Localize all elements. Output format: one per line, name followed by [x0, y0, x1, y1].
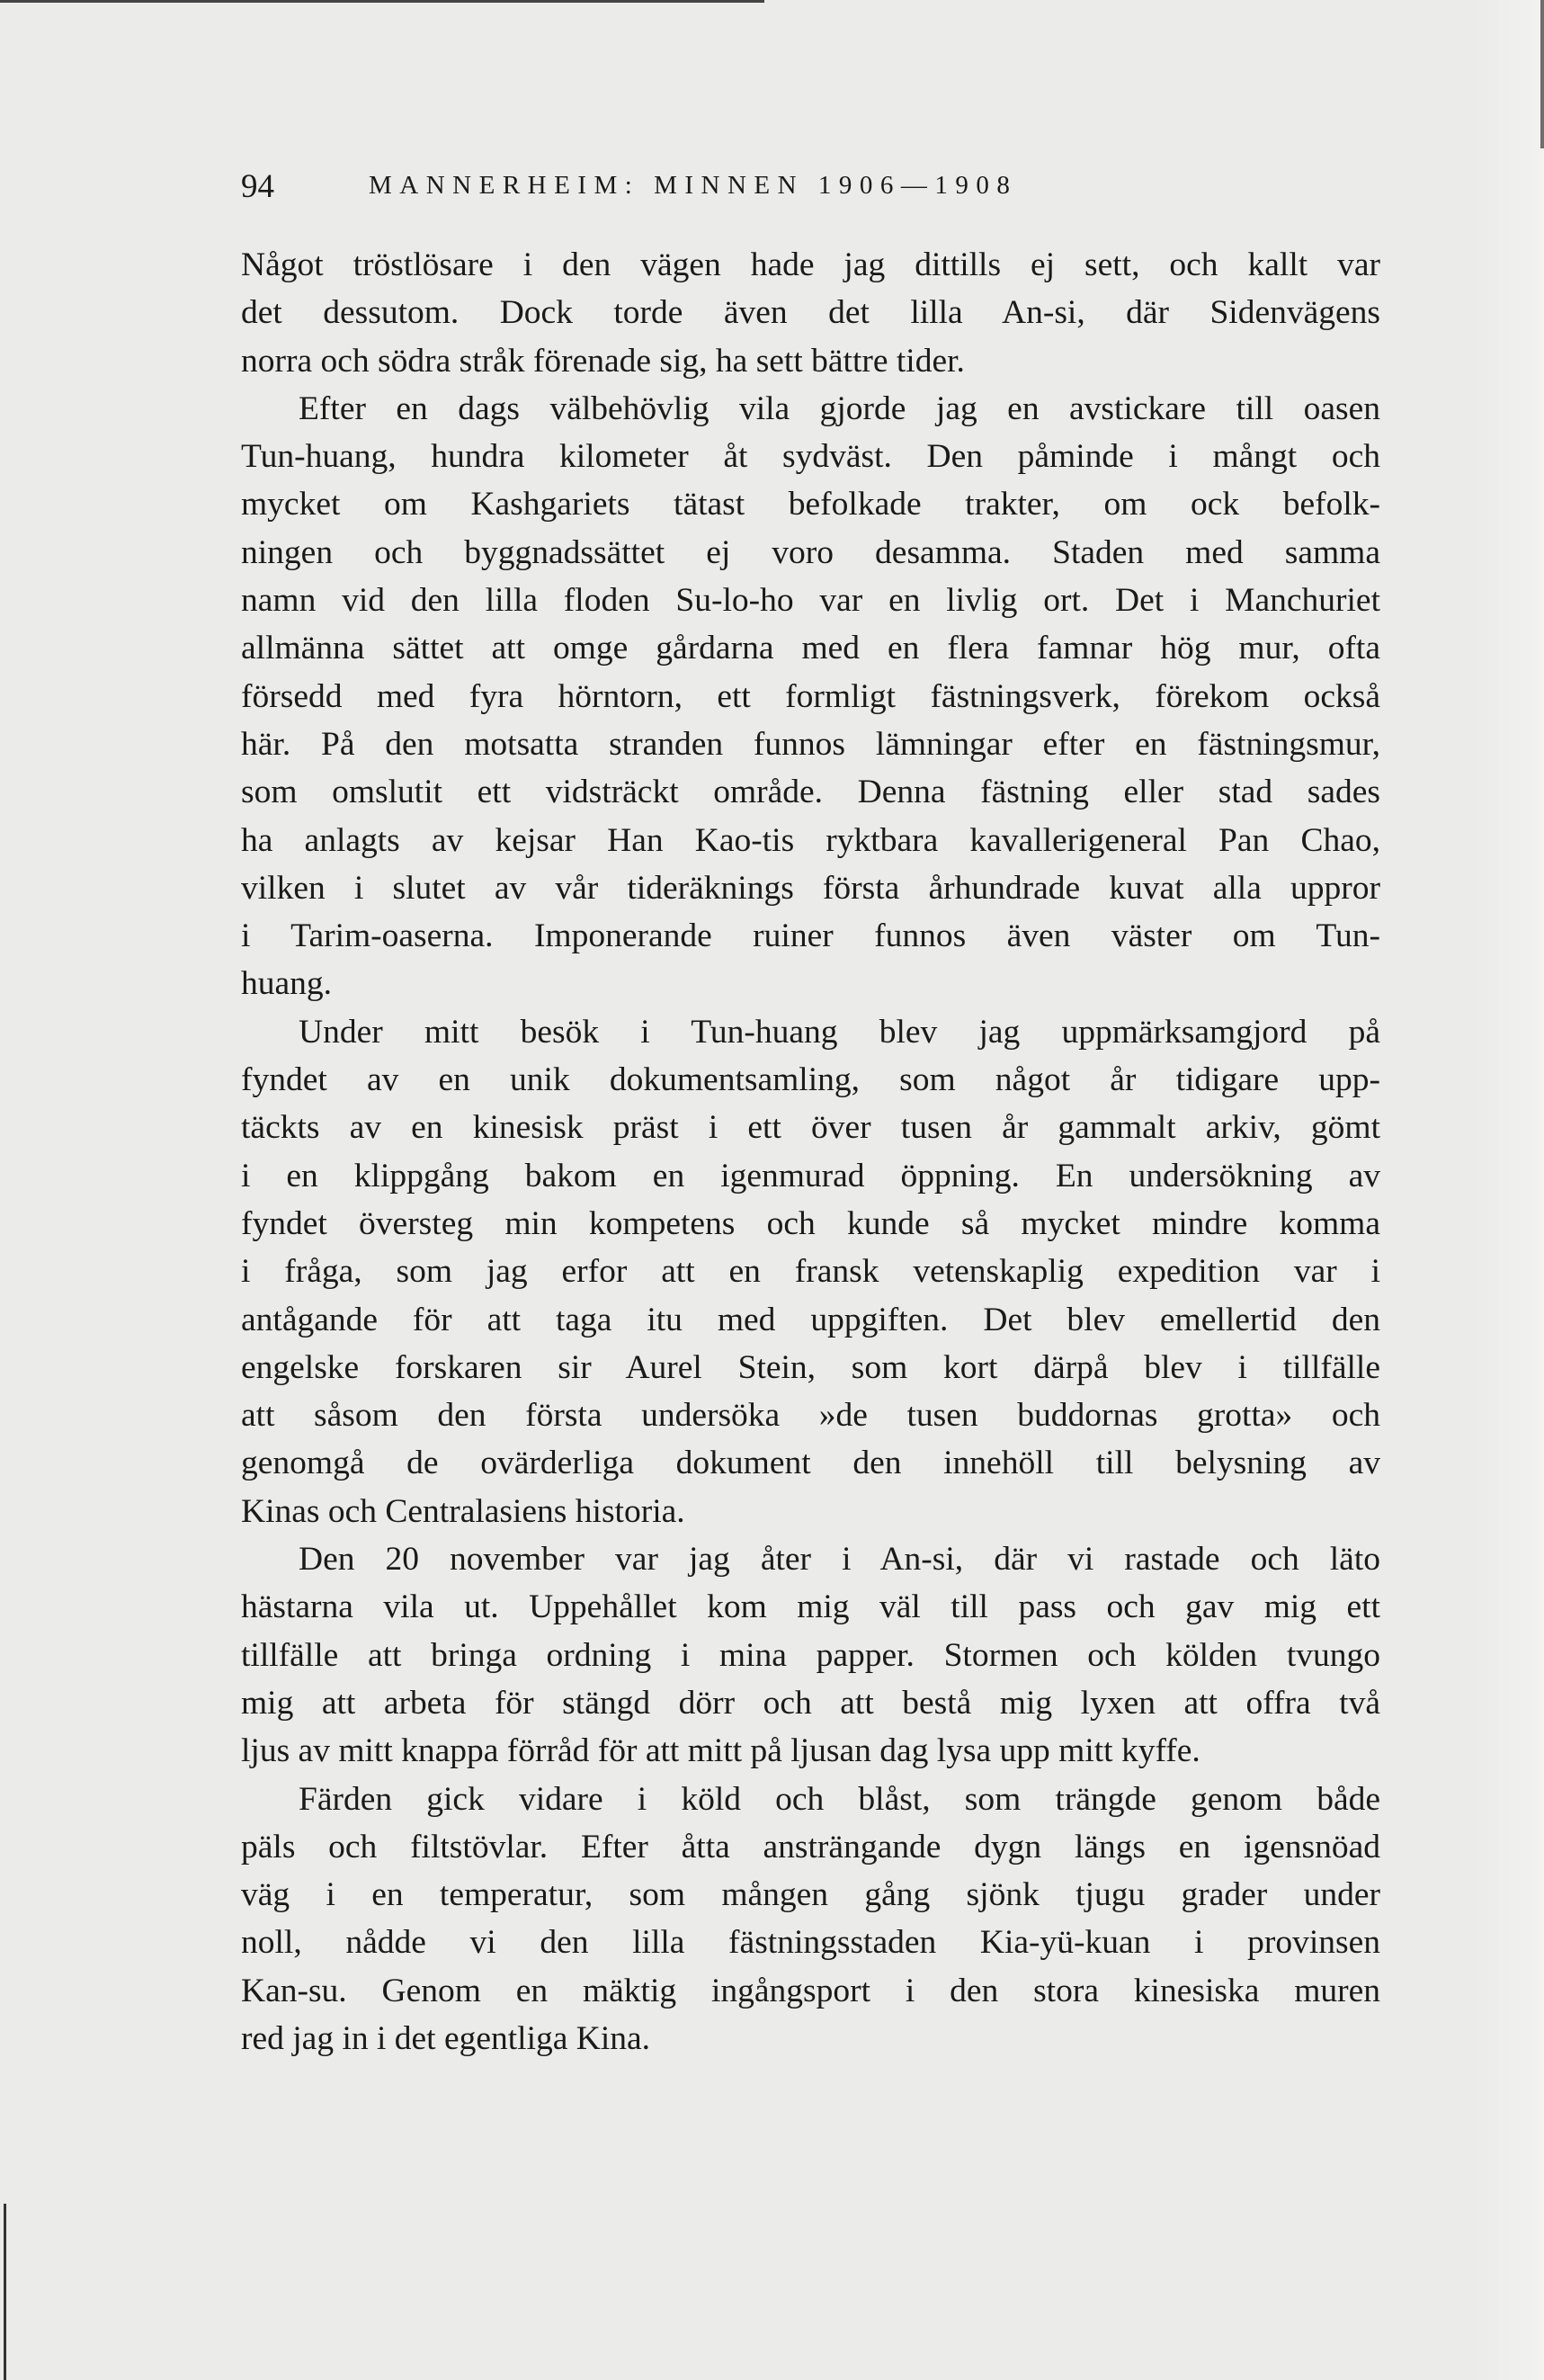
- text-line: i Tarim-oaserna. Imponerande ruiner funnos även väster om Tun-: [241, 917, 1380, 955]
- page-gutter-shade: [1472, 0, 1544, 2380]
- text-line: Kan-su. Genom en mäktig ingångsport i den stora kinesiska muren: [241, 1972, 1380, 2009]
- paragraph: [241, 1776, 1380, 2063]
- text-line: Något tröstlösare i den vägen hade jag dittills ej sett, och kallt var: [241, 246, 1380, 283]
- text-line: mig att arbeta för stängd dörr och att bestå mig lyxen att offra två: [241, 1684, 1380, 1722]
- text-line: päls och filtstövlar. Efter åtta ansträngande dygn längs en igensnöad: [241, 1828, 1380, 1866]
- text-line: namn vid den lilla floden Su-lo-ho var en livlig ort. Det i Manchuriet: [241, 582, 1380, 620]
- text-line: Den 20 november var jag åter i An-si, där vi rastade och läto: [299, 1541, 1380, 1579]
- text-line: genomgå de ovärderliga dokument den innehöll till belysning av: [241, 1445, 1380, 1482]
- text-line: Kinas och Centralasiens historia.: [241, 1492, 685, 1530]
- text-line: ljus av mitt knappa förråd för att mitt på ljusan dag lysa upp mitt kyffe.: [241, 1732, 1200, 1770]
- text-line: i fråga, som jag erfor att en fransk vetenskaplig expedition var i: [241, 1253, 1380, 1291]
- page-header: [241, 167, 1380, 212]
- text-line: Efter en dags välbehövlig vila gjorde jag en avstickare till oasen: [299, 389, 1380, 427]
- text-line: engelske forskaren sir Aurel Stein, som kort därpå blev i tillfälle: [241, 1348, 1380, 1386]
- text-line: red jag in i det egentliga Kina.: [241, 2019, 651, 2057]
- text-line: mycket om Kashgariets tätast befolkade trakter, om ock befolk-: [241, 486, 1380, 523]
- text-line: allmänna sättet att omge gårdarna med en flera famnar hög mur, ofta: [241, 630, 1380, 667]
- text-line: Färden gick vidare i köld och blåst, som trängde genom både: [299, 1780, 1380, 1818]
- text-line: vilken i slutet av vår tideräknings första århundrade kuvat alla uppror: [241, 869, 1380, 907]
- text-line: ha anlagts av kejsar Han Kao-tis ryktbara kavallerigeneral Pan Chao,: [241, 821, 1380, 859]
- scan-edge-left: [4, 2204, 6, 2380]
- text-line: antågande för att taga itu med uppgiften. Det blev emellertid den: [241, 1301, 1380, 1338]
- paragraph: [241, 241, 1380, 385]
- text-line: det dessutom. Dock torde även det lilla An-si, där Sidenvägens: [241, 294, 1380, 332]
- text-line: fyndet översteg min kompetens och kunde så mycket mindre komma: [241, 1204, 1380, 1242]
- text-line: noll, nådde vi den lilla fästningsstaden Kia-yü-kuan i provinsen: [241, 1924, 1380, 1962]
- body-text: [241, 241, 1380, 2062]
- scan-edge-top: [0, 0, 764, 3]
- text-line: försedd med fyra hörntorn, ett formligt fästningsverk, förekom också: [241, 677, 1380, 715]
- text-line: att såsom den första undersöka »de tusen buddornas grotta» och: [241, 1397, 1380, 1435]
- text-line: här. På den motsatta stranden funnos lämningar efter en fästningsmur,: [241, 725, 1380, 763]
- page-number: 94: [241, 168, 274, 205]
- paragraph: [241, 385, 1380, 1008]
- text-line: väg i en temperatur, som mången gång sjönk tjugu grader under: [241, 1876, 1380, 1914]
- text-line: huang.: [241, 965, 333, 1003]
- text-line: i en klippgång bakom en igenmurad öppning. En undersökning av: [241, 1157, 1380, 1194]
- paragraph: [241, 1535, 1380, 1775]
- text-line: norra och södra stråk förenade sig, ha sett bättre tider.: [241, 342, 965, 380]
- text-line: ningen och byggnadssättet ej voro desamma. Staden med samma: [241, 533, 1380, 571]
- paragraph: [241, 1008, 1380, 1535]
- running-head: MANNERHEIM: MINNEN 1906—1908: [369, 171, 1018, 200]
- text-line: tillfälle att bringa ordning i mina papper. Stormen och kölden tvungo: [241, 1636, 1380, 1674]
- text-line: som omslutit ett vidsträckt område. Denna fästning eller stad sades: [241, 774, 1380, 811]
- text-line: Tun-huang, hundra kilometer åt sydväst. Den påminde i mångt och: [241, 438, 1380, 476]
- text-line: Under mitt besök i Tun-huang blev jag uppmärksamgjord på: [299, 1013, 1380, 1051]
- text-line: hästarna vila ut. Uppehållet kom mig väl till pass och gav mig ett: [241, 1588, 1380, 1626]
- text-line: fyndet av en unik dokumentsamling, som något år tidigare upp-: [241, 1061, 1380, 1099]
- text-line: täckts av en kinesisk präst i ett över tusen år gammalt arkiv, gömt: [241, 1109, 1380, 1147]
